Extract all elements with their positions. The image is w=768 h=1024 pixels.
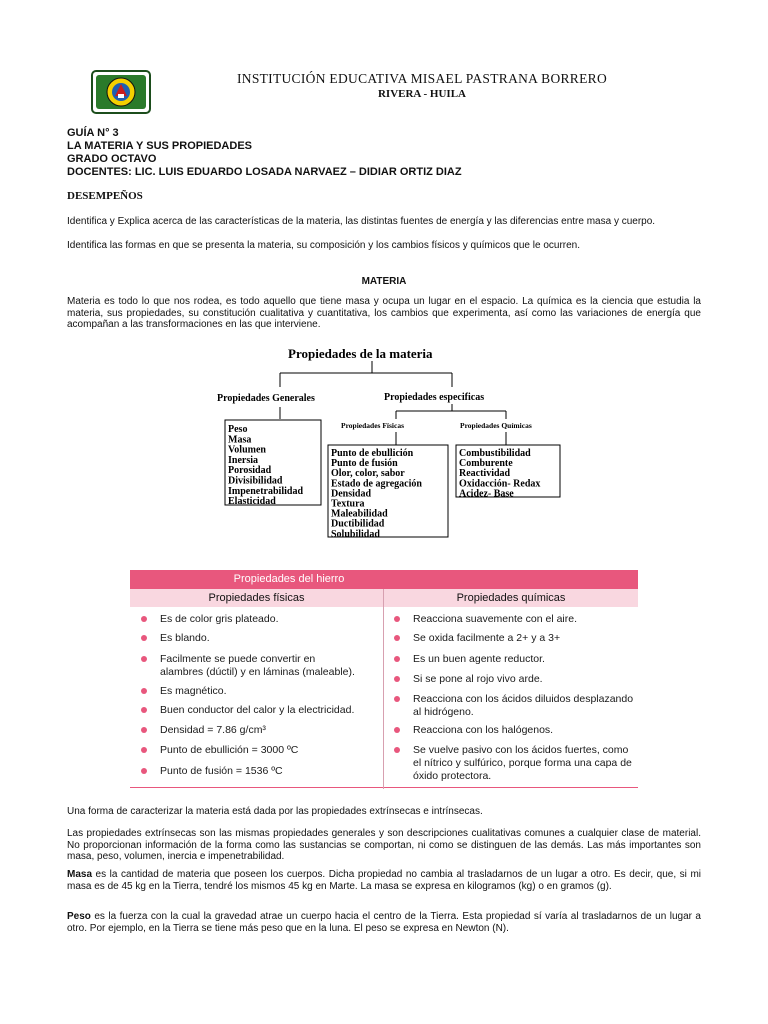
iron-physical-item: [160, 653, 360, 679]
peso-text: es la fuerza con la cual la gravedad atrae un cuerpo hacia el centro de la Tierra. Esta propiedad sí varía al trasladarnos de un lugar a otro. Por ejemplo, en la Tierra se tiene más peso que en la luna. El peso se expresa en Newton (N).: [67, 911, 701, 934]
iron-physical-item-text: Punto de fusión = 1536 ºC: [160, 765, 283, 777]
chemical-properties-list: [459, 448, 540, 499]
iron-chemical-item: [413, 693, 638, 719]
iron-chemical-item-text: Si se pone al rojo vivo arde.: [413, 673, 543, 685]
physical-properties-list: [331, 448, 422, 540]
iron-chemical-item: [413, 673, 638, 686]
physical-property-item: Punto de ebullición: [331, 448, 414, 459]
physical-property-item: Textura: [331, 498, 365, 510]
general-property-item: Porosidad: [228, 465, 272, 477]
bullet-icon: [394, 635, 400, 641]
iron-chemical-item: [413, 653, 638, 666]
physical-property-item: Punto de fusión: [331, 458, 398, 470]
iron-physical-item: [160, 613, 360, 626]
chemical-properties-title: Propiedades Químicas: [460, 421, 532, 430]
extrinsic-paragraph: Las propiedades extrínsecas son las mismas propiedades generales y son descripciones cualitativas comunes a cualquier clase de material. No proporcionan información de la forma como las sustancias se comportan, ni como se distinguen de las demás. Las más importantes son masa, peso, volumen, inercia e impenetrabilidad.: [67, 828, 701, 862]
institution-name: INSTITUCIÓN EDUCATIVA MISAEL PASTRANA BORRERO: [236, 71, 608, 86]
physical-property-item: Maleabilidad: [331, 508, 388, 520]
iron-physical-item-text: Es blando.: [160, 632, 210, 644]
specific-properties-title: Propiedades especificas: [384, 392, 485, 403]
masa-text: es la cantidad de materia que poseen los cuerpos. Dicha propiedad no cambia al trasladarnos de un lugar a otro. Es decir, que, si mi masa es de 45 kg en la Tierra, tendré los mismos 45 kg en Marte. La masa se expresa en kilogramos (kg) o en gramos (g).: [67, 869, 701, 892]
iron-physical-item-text: Densidad = 7.86 g/cm³: [160, 724, 266, 736]
iron-column-divider: [383, 589, 384, 789]
bullet-icon: [394, 727, 400, 733]
guide-teachers: DOCENTES: LIC. LUIS EDUARDO LOSADA NARVAEZ – DIDIAR ORTIZ DIAZ: [67, 166, 462, 178]
physical-properties-title: Propiedades Físicas: [341, 421, 404, 430]
bullet-icon: [394, 676, 400, 682]
iron-chemical-header: Propiedades químicas: [384, 589, 638, 607]
bullet-icon: [141, 727, 147, 733]
bullet-icon: [394, 696, 400, 702]
bullet-icon: [141, 616, 147, 622]
matter-paragraph: Materia es todo lo que nos rodea, es todo aquello que tiene masa y ocupa un lugar en el espacio. La química es la ciencia que estudia la materia, sus propiedades, su constitución cualitativa y cuantitativa, los cambios que experimenta, así como las variaciones de energía que acompañan a las transformaciones en las que interviene.: [67, 296, 701, 330]
chemical-property-item: Combustibilidad: [459, 448, 531, 459]
iron-physical-item: [160, 685, 360, 698]
iron-physical-item-text: Facilmente se puede convertir en alambres (dúctil) y en láminas (maleable).: [160, 653, 355, 678]
physical-property-item: Olor, color, sabor: [331, 468, 405, 480]
chemical-property-item: Oxidacción- Redax: [459, 478, 541, 490]
iron-chemical-item-text: Se vuelve pasivo con los ácidos fuertes, como el nítrico y sulfúrico, porque forma una capa de óxido protectora.: [413, 744, 632, 782]
iron-physical-item-text: Buen conductor del calor y la electricidad.: [160, 704, 355, 716]
general-property-item: Elasticidad: [228, 496, 276, 508]
general-property-item: Impenetrabilidad: [228, 485, 304, 497]
guide-number: GUÍA N° 3: [67, 127, 119, 139]
iron-physical-item-text: Es de color gris plateado.: [160, 613, 279, 625]
chemical-property-item: Reactividad: [459, 468, 511, 480]
peso-term: Peso: [67, 911, 91, 922]
iron-physical-item-text: Punto de ebullición = 3000 ºC: [160, 744, 299, 756]
performance-paragraph-2: Identifica las formas en que se presenta la materia, su composición y los cambios físicos y químicos que le ocurren.: [67, 240, 581, 251]
masa-term: Masa: [67, 869, 93, 880]
iron-chemical-item: [413, 613, 638, 626]
performance-title: DESEMPEÑOS: [67, 190, 143, 202]
bullet-icon: [141, 707, 147, 713]
peso-paragraph: [67, 911, 701, 934]
iron-physical-item: [160, 724, 360, 737]
physical-property-item: Ductibilidad: [331, 518, 385, 530]
institution-city: RIVERA - HUILA: [377, 88, 466, 100]
iron-chemical-item-text: Reacciona con los ácidos diluidos desplazando al hidrógeno.: [413, 693, 634, 718]
bullet-icon: [141, 768, 147, 774]
iron-chemical-item-text: Se oxida facilmente a 2+ y a 3+: [413, 632, 561, 644]
bullet-icon: [394, 656, 400, 662]
general-property-item: Volumen: [228, 444, 266, 456]
matter-title: MATERIA: [361, 276, 407, 287]
forms-paragraph: Una forma de caracterizar la materia está dada por las propiedades extrínsecas e intrínsecas.: [67, 806, 483, 817]
diagram-title: Propiedades de la materia: [288, 346, 433, 361]
physical-property-item: Densidad: [331, 488, 372, 500]
chemical-property-item: Comburente: [459, 458, 513, 470]
iron-chemical-item: [413, 632, 638, 645]
general-property-item: Peso: [228, 424, 248, 435]
iron-physical-item-text: Es magnético.: [160, 685, 227, 697]
bullet-icon: [394, 747, 400, 753]
general-property-item: Masa: [228, 434, 252, 446]
iron-physical-header: Propiedades físicas: [130, 589, 383, 607]
bullet-icon: [141, 688, 147, 694]
school-crest-icon: [91, 70, 151, 114]
general-properties-list: [228, 424, 303, 507]
iron-table-title: Propiedades del hierro: [130, 570, 638, 589]
bullet-icon: [141, 656, 147, 662]
physical-property-item: Solubilidad: [331, 528, 380, 540]
iron-physical-item: [160, 765, 360, 778]
bullet-icon: [394, 616, 400, 622]
iron-chemical-item: [413, 724, 638, 737]
performance-paragraph-1: Identifica y Explica acerca de las características de la materia, las distintas fuentes de energía y las diferencias entre masa y cuerpo.: [67, 216, 656, 227]
masa-paragraph: [67, 869, 701, 892]
iron-physical-item: [160, 704, 375, 717]
iron-table-body: [130, 607, 638, 788]
general-property-item: Divisibilidad: [228, 475, 283, 487]
iron-chemical-item-text: Es un buen agente reductor.: [413, 653, 545, 665]
chemical-property-item: Acidez- Base: [459, 488, 514, 500]
iron-properties-table: [130, 570, 638, 789]
guide-topic: LA MATERIA Y SUS PROPIEDADES: [67, 140, 252, 152]
iron-chemical-item-text: Reacciona con los halógenos.: [413, 724, 554, 736]
bullet-icon: [141, 635, 147, 641]
physical-property-item: Estado de agregación: [331, 478, 422, 490]
iron-chemical-item: [413, 744, 638, 783]
guide-grade: GRADO OCTAVO: [67, 153, 157, 165]
general-properties-title: Propiedades Generales: [217, 393, 315, 404]
iron-physical-item: [160, 744, 360, 757]
iron-chemical-item-text: Reacciona suavemente con el aire.: [413, 613, 578, 625]
properties-diagram: [200, 337, 570, 549]
iron-physical-item: [160, 632, 360, 645]
general-property-item: Inersia: [228, 454, 258, 466]
bullet-icon: [141, 747, 147, 753]
